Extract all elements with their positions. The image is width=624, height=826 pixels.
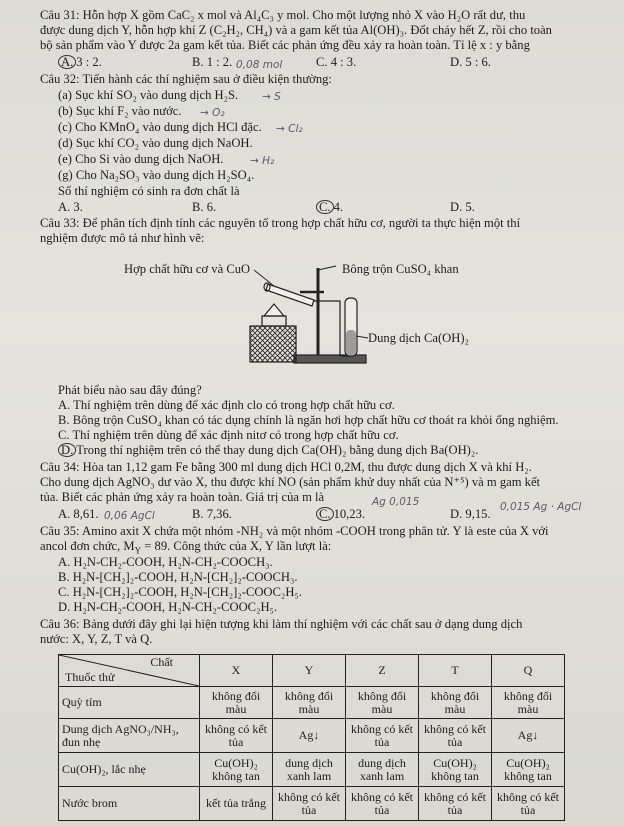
q32-line1: Câu 32: Tiến hành các thí nghiệm sau ở điều kiện thường: (40, 72, 332, 86)
column-header: Z (346, 655, 419, 687)
q33-line2: nghiệm được mô tả như hình vẽ: (40, 231, 205, 245)
table-cell: Ag↓ (492, 719, 565, 753)
stand-base (294, 355, 366, 363)
burner-head (262, 316, 286, 326)
q32-item-g: (g) Cho Na₂SO₃ vào dung dịch H₂SO₄. (58, 168, 255, 182)
q31-option-d: D. 5 : 6. (450, 55, 491, 69)
q32-question: Số thí nghiệm có sinh ra đơn chất là (58, 184, 240, 198)
q32-a-handwriting: → S (262, 91, 281, 103)
leader-line-1 (254, 270, 274, 286)
table-row (59, 719, 565, 753)
q35-line1: Câu 35: Amino axit X chứa một nhóm -NH₂ và một nhóm -COOH trong phân tử. Y là este của X với (40, 524, 549, 538)
q32-option-c (316, 200, 343, 215)
table-row (59, 753, 565, 787)
q32-e-handwriting: → H₂ (250, 155, 275, 167)
q35-option-a: A. H₂N-CH₂-COOH, H₂N-CH₂-COOCH₃. (58, 555, 273, 569)
table-cell: không có kết tủa (346, 787, 419, 821)
row-label: Dung dịch AgNO₃/NH₃, đun nhẹ (59, 719, 200, 753)
q34-c-handwriting: Ag 0,015 (372, 496, 420, 508)
q34-option-a: A. 8,61. (58, 507, 99, 521)
q33-question: Phát biểu nào sau đây đúng? (58, 383, 202, 397)
figure-label-compound: Hợp chất hữu cơ và CuO (124, 262, 251, 276)
table-cell: không đổi màu (492, 687, 565, 719)
column-header: T (419, 655, 492, 687)
q31-option-b: B. 1 : 2. (192, 55, 233, 69)
q34-option-b: B. 7,36. (192, 507, 232, 521)
q31-option-c: C. 4 : 3. (316, 55, 357, 69)
header-thuoc-thu: Thuốc thử (65, 670, 115, 684)
figure-label-caoh2: Dung dịch Ca(OH)₂ (368, 331, 469, 345)
table-header-row (59, 655, 565, 687)
table-cell: Ag↓ (273, 719, 346, 753)
figure-label-cuso4: Bông trộn CuSO₄ khan (342, 262, 459, 276)
q33-option-c: C. Thí nghiệm trên dùng để xác định nitơ có trong hợp chất hữu cơ. (58, 428, 399, 442)
q32-c-value: 4. (333, 200, 344, 214)
q31-a-circle: A. (58, 55, 76, 69)
table-cell: không đổi màu (200, 687, 273, 719)
q31-line1: Câu 31: Hỗn hợp X gồm CaC₂ x mol và Al₄C₃ y mol. Cho một lượng nhỏ X vào H₂O rất dư, thu (40, 8, 526, 22)
q34-c-circle: C. (316, 507, 334, 521)
q35-option-d: D. H₂N-CH₂-COOH, H₂N-CH₂-COOC₂H₅. (58, 600, 278, 614)
q35-line2-a: ancol đơn chức, M (40, 539, 135, 553)
table-cell: Cu(OH)₂ không tan (492, 753, 565, 787)
table-cell: Cu(OH)₂ không tan (200, 753, 273, 787)
row-label: Cu(OH)₂, lắc nhẹ (59, 753, 200, 787)
q33-option-b: B. Bông trộn CuSO₄ khan có tác dụng chính là ngăn hơi hợp chất hữu cơ thoát ra khỏi ống nghiệm. (58, 413, 559, 427)
q32-item-e: (e) Cho Si vào dung dịch NaOH. (58, 152, 224, 166)
q32-item-d: (d) Sục khí CO₂ vào dung dịch NaOH. (58, 136, 253, 150)
q34-d-handwriting: 0,015 Ag · AgCl (500, 501, 582, 513)
row-label: Nước brom (59, 787, 200, 821)
q34-line3: tủa. Biết các phản ứng xảy ra hoàn toàn. Giá trị của m là (40, 490, 325, 504)
table-row (59, 787, 565, 821)
table-row (59, 687, 565, 719)
table-cell: không có kết tủa (419, 719, 492, 753)
burner-flame (264, 304, 284, 316)
table-cell: Cu(OH)₂ không tan (419, 753, 492, 787)
header-chat: Chất (150, 655, 173, 669)
q34-c-value: 10,23. (333, 507, 366, 521)
burner-body (250, 326, 296, 362)
q32-c-circle: C. (316, 200, 334, 214)
test-tube (266, 284, 314, 306)
q34-line1: Câu 34: Hòa tan 1,12 gam Fe bằng 300 ml dung dịch HCl 0,2M, thu được dung dịch X và khí H₂. (40, 460, 532, 474)
q35-option-c: C. H₂N-[CH₂]₂-COOH, H₂N-[CH₂]₂-COOC₂H₅. (58, 585, 302, 599)
column-header: X (200, 655, 273, 687)
q32-item-a: (a) Sục khí SO₂ vào dung dịch H₂S. (58, 88, 239, 102)
row-label: Quỳ tím (59, 687, 200, 719)
q34-a-handwriting: 0,06 AgCl (104, 510, 155, 522)
table-cell: không có kết tủa (492, 787, 565, 821)
q33-d-value: Trong thí nghiệm trên có thể thay dung dịch Ca(OH)₂ bằng dung dịch Ba(OH)₂. (76, 443, 479, 457)
q31-line3: bộ sản phẩm vào Y được 2a gam kết tủa. Biết các phản ứng đều xảy ra hoàn toàn. Tỉ lệ x : y bằng (40, 38, 530, 52)
q34-option-c (316, 507, 365, 522)
table-cell: không đổi màu (273, 687, 346, 719)
q33-option-a: A. Thí nghiệm trên dùng để xác định clo có trong hợp chất hữu cơ. (58, 398, 395, 412)
table-cell: dung dịch xanh lam (273, 753, 346, 787)
column-header: Q (492, 655, 565, 687)
q32-option-a: A. 3. (58, 200, 83, 214)
q36-line1: Câu 36: Bảng dưới đây ghi lại hiện tượng khi làm thí nghiệm với các chất sau ở dạng dung dịch (40, 617, 523, 631)
q33-d-circle: D. (58, 443, 76, 457)
table-corner-header (59, 655, 200, 687)
leader-line-2 (318, 266, 336, 270)
table-cell: không đổi màu (419, 687, 492, 719)
table-cell: không có kết tủa (200, 719, 273, 753)
q31-b-handwriting: 0,08 mol (236, 59, 283, 71)
q32-item-b: (b) Sục khí F₂ vào nước. (58, 104, 182, 118)
q35-line2-c: = 89. Công thức của X, Y lần lượt là: (141, 539, 332, 553)
q34-option-d: D. 9,15. (450, 507, 491, 521)
table-cell: không có kết tủa (273, 787, 346, 821)
leader-line-3 (356, 336, 368, 338)
q32-item-c: (c) Cho KMnO₄ vào dung dịch HCl đặc. (58, 120, 262, 134)
q31-a-value: 3 : 2. (76, 55, 102, 69)
reagent-table (58, 654, 565, 821)
table-cell: dung dịch xanh lam (346, 753, 419, 787)
q32-b-handwriting: → O₂ (200, 107, 225, 119)
q31-option-a (58, 55, 102, 70)
table-cell: không đổi màu (346, 687, 419, 719)
column-header: Y (273, 655, 346, 687)
q34-line2: Cho dung dịch AgNO₃ dư vào X, thu được khí NO (sản phẩm khử duy nhất của N⁺⁵) và m gam kết (40, 475, 541, 489)
q33-option-d (58, 443, 478, 458)
q32-option-b: B. 6. (192, 200, 217, 214)
q32-c-handwriting: → Cl₂ (276, 123, 303, 135)
q36-line2: nước: X, Y, Z, T và Q. (40, 632, 153, 646)
q33-line1: Câu 33: Để phân tích định tính các nguyên tố trong hợp chất hữu cơ, người ta thực hiện một thí (40, 216, 521, 230)
q31-line2: được dung dịch Y, hỗn hợp khí Z (C₂H₂, CH₄) và a gam kết tủa Al(OH)₃. Đốt cháy hết Z, rồi cho toàn (40, 23, 552, 37)
q35-line2-sub: Y (134, 545, 142, 556)
limewater-liquid (346, 330, 356, 355)
table-cell: không có kết tủa (419, 787, 492, 821)
q35-option-b: B. H₂N-[CH₂]₂-COOH, H₂N-[CH₂]₂-COOCH₃. (58, 570, 298, 584)
table-cell: kết tủa trắng (200, 787, 273, 821)
q32-option-d: D. 5. (450, 200, 475, 214)
table-cell: không có kết tủa (346, 719, 419, 753)
